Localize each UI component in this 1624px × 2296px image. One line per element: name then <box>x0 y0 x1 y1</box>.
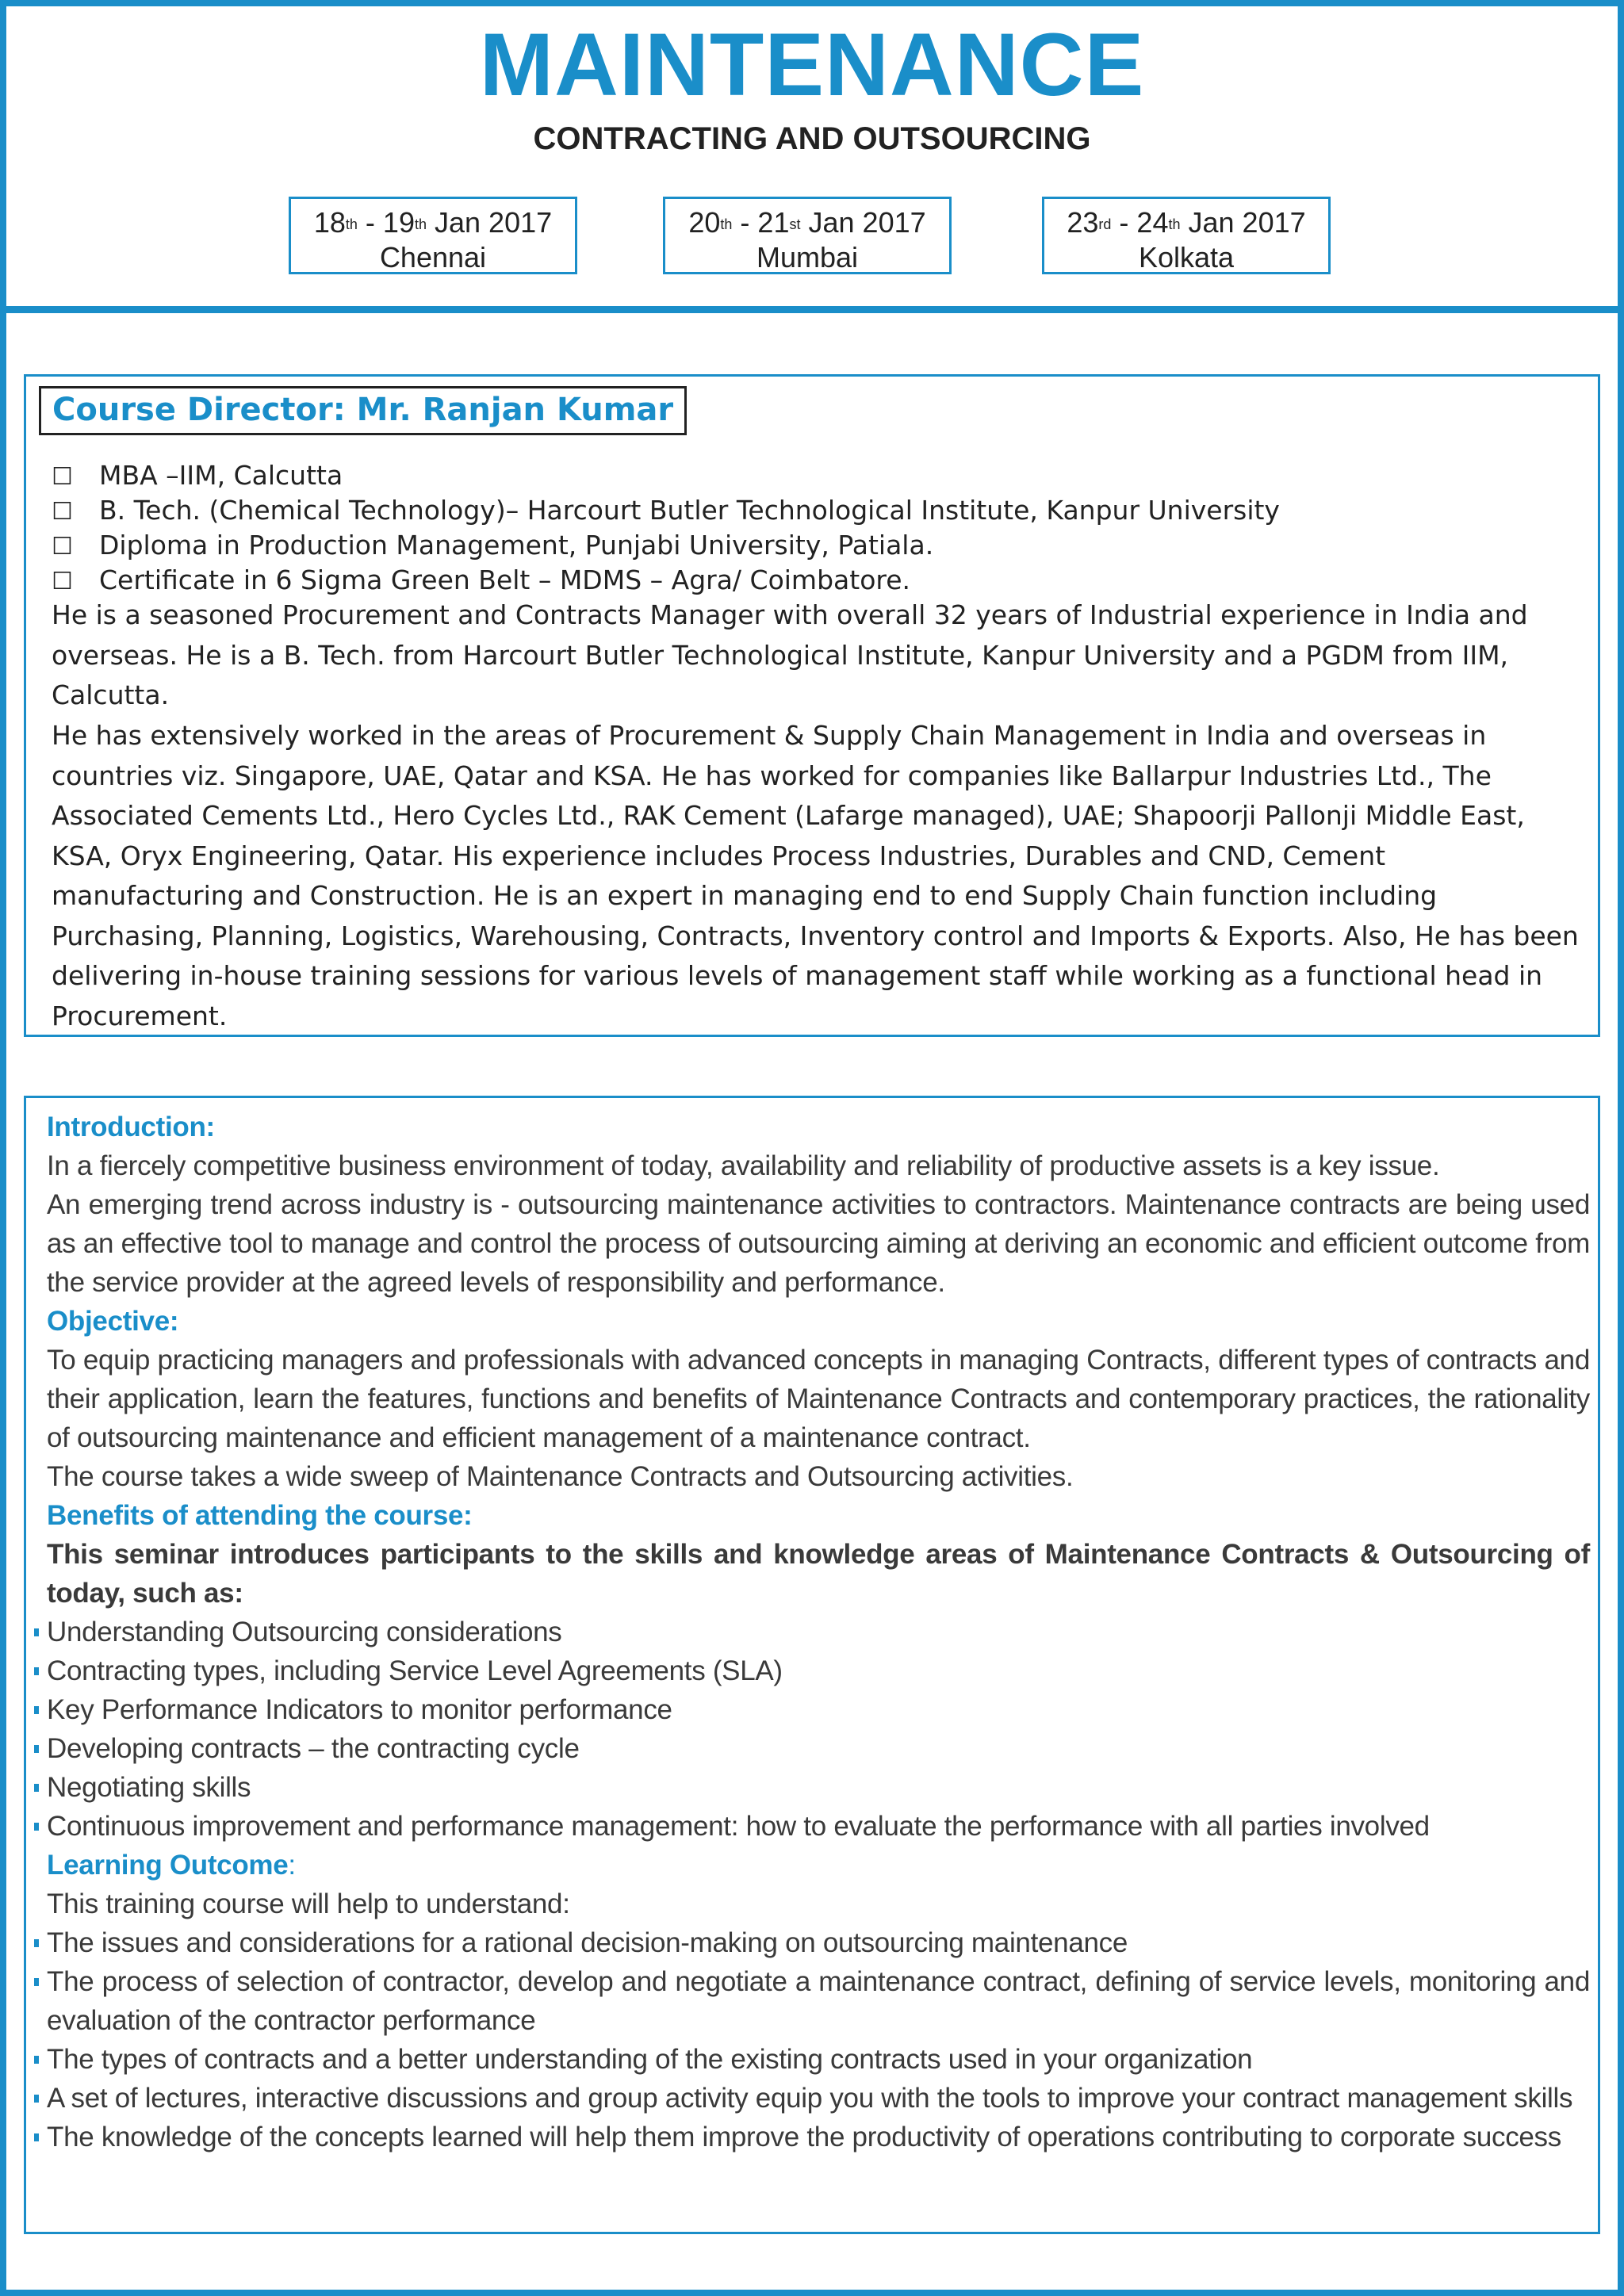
list-item: The knowledge of the concepts learned will help them improve the productivity of operations contributing to corporate success <box>47 2118 1590 2156</box>
list-item: Understanding Outsourcing considerations <box>47 1613 1590 1651</box>
course-director-section <box>24 374 1600 1037</box>
session-kolkata <box>1042 197 1331 274</box>
list-item: Contracting types, including Service Level Agreements (SLA) <box>47 1651 1590 1690</box>
session-dates: 20th - 21st Jan 2017 <box>688 206 926 239</box>
header <box>6 6 1618 308</box>
page-subtitle: CONTRACTING AND OUTSOURCING <box>533 121 1091 156</box>
checkbox-icon: ☐ <box>52 498 73 526</box>
qualification-item: ☐ Certificate in 6 Sigma Green Belt – MDMS – Agra/ Coimbatore. <box>52 564 1280 599</box>
list-item: A set of lectures, interactive discussions and group activity equip you with the tools to improve your contract management skills <box>47 2079 1590 2118</box>
learning-outcome-intro: This training course will help to understand: <box>47 1888 570 1919</box>
list-item: Continuous improvement and performance management: how to evaluate the performance with all parties involved <box>47 1807 1590 1846</box>
page-title: MAINTENANCE <box>479 15 1145 114</box>
list-item: Negotiating skills <box>47 1768 1590 1807</box>
objective-paragraph: To equip practicing managers and professionals with advanced concepts in managing Contracts, different types of contracts and their application, learn the features, functions and benefits of Maintenance Contracts and contemporary practices, the rationality of outsourcing maintenance and efficient management of a maintenance contract. <box>47 1345 1590 1453</box>
header-divider <box>0 306 1624 313</box>
session-dates: 18th - 19th Jan 2017 <box>313 206 553 239</box>
course-details-section <box>24 1096 1600 2234</box>
objective-heading: Objective: <box>47 1306 179 1337</box>
introduction-heading: Introduction: <box>47 1112 215 1142</box>
session-chennai <box>289 197 577 274</box>
session-mumbai <box>663 197 952 274</box>
qualification-item: ☐ Diploma in Production Management, Punjabi University, Patiala. <box>52 529 1280 564</box>
qualification-list <box>52 459 1280 599</box>
benefits-intro: This seminar introduces participants to the skills and knowledge areas of Maintenance Contracts & Outsourcing of today, such as: <box>47 1539 1590 1609</box>
course-director-title: Course Director: Mr. Ranjan Kumar <box>39 386 687 435</box>
session-dates: 23rd - 24th Jan 2017 <box>1067 206 1306 239</box>
checkbox-icon: ☐ <box>52 533 73 561</box>
introduction-paragraph: An emerging trend across industry is - outsourcing maintenance activities to contractors. Maintenance contracts are being used as an effective tool to manage and control the process of outsourcing aiming at deriving an economic and efficient outcome from the service provider at the agreed levels of responsibility and performance. <box>47 1189 1590 1298</box>
list-item: The process of selection of contractor, develop and negotiate a maintenance contract, defining of service levels, monitoring and evaluation of the contractor performance <box>47 1962 1590 2040</box>
checkbox-icon: ☐ <box>52 463 73 491</box>
introduction-paragraph: In a fiercely competitive business environment of today, availability and reliability of productive assets is a key issue. <box>47 1150 1440 1181</box>
list-item: Key Performance Indicators to monitor performance <box>47 1690 1590 1729</box>
director-bio-paragraph: He has extensively worked in the areas of Procurement & Supply Chain Management in India and overseas in countries viz. Singapore, UAE, Qatar and KSA. He has worked for companies like Ballarpur Industries Ltd., The Associated Cements Ltd., Hero Cycles Ltd., RAK Cement (Lafarge managed), UAE; Shapoorji Pallonji Middle East, KSA, Oryx Engineering, Qatar. His experience includes Process Industries, Durables and CND, Cement manufacturing and Construction. He is an expert in managing end to end Supply Chain function including Purchasing, Planning, Logistics, Warehousing, Contracts, Inventory control and Imports & Exports. Also, He has been delivering in-house training sessions for various levels of management staff while working as a functional head in Procurement. <box>52 720 1579 1031</box>
checkbox-icon: ☐ <box>52 568 73 595</box>
list-item: Developing contracts – the contracting cycle <box>47 1729 1590 1768</box>
list-item: The issues and considerations for a rational decision-making on outsourcing maintenance <box>47 1923 1590 1962</box>
learning-outcome-list <box>47 1923 1590 2156</box>
objective-paragraph: The course takes a wide sweep of Maintenance Contracts and Outsourcing activities. <box>47 1461 1074 1492</box>
director-bio-paragraph: He is a seasoned Procurement and Contracts Manager with overall 32 years of Industrial experience in India and overseas. He is a B. Tech. from Harcourt Butler Technological Institute, Kanpur University and a PGDM from IIM, Calcutta. <box>52 599 1528 710</box>
qualification-item: ☐ MBA –IIM, Calcutta <box>52 459 1280 494</box>
qualification-item: ☐ B. Tech. (Chemical Technology)– Harcourt Butler Technological Institute, Kanpur University <box>52 494 1280 529</box>
session-city: Mumbai <box>756 241 859 274</box>
session-city: Kolkata <box>1138 241 1235 274</box>
benefits-list <box>47 1613 1590 1846</box>
list-item: The types of contracts and a better understanding of the existing contracts used in your organization <box>47 2040 1590 2079</box>
benefits-heading: Benefits of attending the course: <box>47 1500 473 1531</box>
learning-outcome-heading: Learning Outcome: <box>47 1850 296 1881</box>
session-city: Chennai <box>379 241 487 274</box>
